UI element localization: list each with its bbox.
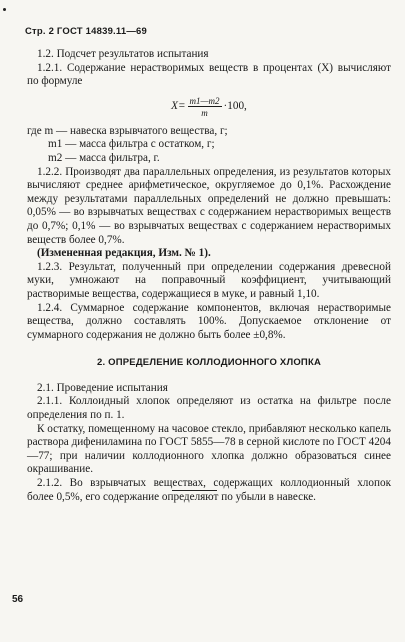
- page-header: Стр. 2 ГОСТ 14839.11—69: [25, 26, 148, 37]
- document-body: [27, 48, 391, 504]
- paragraph-2-1-2: 2.1.2. Во взрывчатых веществах, содержащих коллодионный хлопок более 0,5%, его содержание определяют по убыли в навеске.: [27, 477, 391, 503]
- paragraph-2-1-1: 2.1.1. Коллоидный хлопок определяют из остатка на фильтре после определения по п. 1.: [27, 395, 391, 422]
- formula-lhs: X=: [171, 99, 186, 112]
- formula-tail: ·100,: [223, 99, 247, 112]
- page-number: 56: [12, 594, 24, 605]
- section-1-2-heading: 1.2. Подсчет результатов испытания: [37, 48, 209, 60]
- definition-m1: m1 — масса фильтра с остатком, г;: [48, 138, 215, 151]
- section-2-title: 2. ОПРЕДЕЛЕНИЕ КОЛЛОДИОННОГО ХЛОПКА: [96, 357, 322, 369]
- closing-rule: [172, 490, 217, 491]
- section-2-1-heading: 2.1. Проведение испытания: [37, 381, 168, 394]
- definition-m2: m2 — масса фильтра, г.: [48, 151, 160, 164]
- paragraph-1-2-1: 1.2.1. Содержание нерастворимых веществ в процентах (X) вычисляют по формуле: [27, 61, 391, 88]
- paragraph-1-2-2: 1.2.2. Производят два параллельных определения, из результатов которых вычисляют среднее арифметическое, округляемое до 0,1%. Расхождение между результатами параллельных определений не должно превышать: 0,05% — во взрывчатых веществах с содержанием нерастворимых веществ до 0,7%; 0,1% — во взрывчатых веществах с содержанием нерастворимых веществ более 0,7%.: [27, 165, 391, 246]
- paragraph-1-2-4: 1.2.4. Суммарное содержание компонентов, включая нерастворимые вещества, должно составлять 100%. Допускаемое отклонение от суммарного содержания не должно быть более ±0,8%.: [27, 301, 391, 341]
- corner-mark: [3, 8, 6, 11]
- edition-note: (Измененная редакция, Изм. № 1).: [37, 247, 211, 260]
- formula-denominator: m: [201, 107, 208, 118]
- paragraph-1-2-3: 1.2.3. Результат, полученный при определении содержания древесной муки, умножают на поправочный коэффициент, учитывающий растворимые вещества, содержащиеся в муке, и равный 1,10.: [27, 260, 391, 300]
- formula: [27, 93, 391, 121]
- formula-numerator: m1—m2: [189, 95, 220, 106]
- formula-definitions: [27, 125, 391, 166]
- paragraph-2-1-1-cont: К остатку, помещенному на часовое стекло, прибавляют несколько капель раствора дифениламина по ГОСТ 5855—78 в серной кислоте по ГОСТ 4204—77; при наличии коллодионного хлопка должно образоваться синее окрашивание.: [27, 422, 391, 476]
- formula-fraction: [188, 96, 222, 118]
- definition-m: где m — навеска взрывчатого вещества, г;: [27, 124, 228, 137]
